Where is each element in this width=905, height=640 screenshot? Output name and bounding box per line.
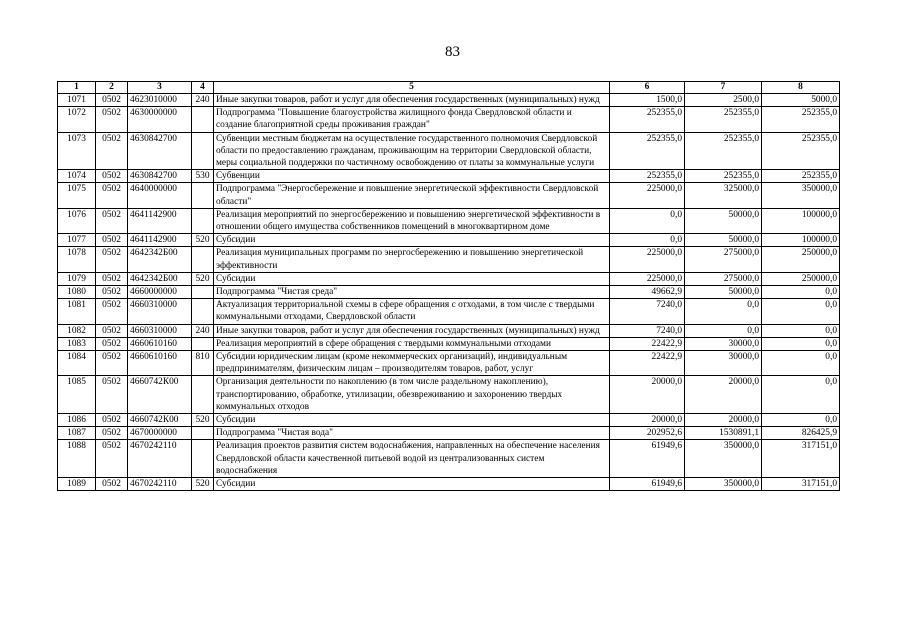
amount-year-2: 252355,0 (685, 132, 762, 170)
amount-year-1: 0,0 (610, 208, 685, 233)
target-article-code: 4660742К00 (128, 376, 192, 414)
table-row (58, 107, 840, 132)
amount-year-2: 2500,0 (685, 94, 762, 107)
target-article-code: 4641142900 (128, 234, 192, 247)
amount-year-2: 30000,0 (685, 337, 762, 350)
section-code: 0502 (96, 414, 128, 427)
section-code: 0502 (96, 94, 128, 107)
row-number: 1084 (58, 351, 96, 376)
section-code: 0502 (96, 299, 128, 324)
header-col-1: 1 (58, 82, 96, 94)
row-number: 1073 (58, 132, 96, 170)
amount-year-2: 275000,0 (685, 272, 762, 285)
amount-year-3: 252355,0 (762, 170, 840, 183)
amount-year-3: 252355,0 (762, 132, 840, 170)
target-article-code: 4670000000 (128, 427, 192, 440)
amount-year-1: 20000,0 (610, 376, 685, 414)
section-code: 0502 (96, 208, 128, 233)
amount-year-2: 325000,0 (685, 183, 762, 208)
amount-year-1: 225000,0 (610, 183, 685, 208)
amount-year-1: 225000,0 (610, 247, 685, 272)
item-name: Субсидии (214, 478, 610, 491)
amount-year-2: 1530891,1 (685, 427, 762, 440)
table-row (58, 247, 840, 272)
section-code: 0502 (96, 183, 128, 208)
row-number: 1079 (58, 272, 96, 285)
expense-type-code: 520 (192, 414, 214, 427)
item-name: Иные закупки товаров, работ и услуг для обеспечения государственных (муниципальных) нужд (214, 94, 610, 107)
section-code: 0502 (96, 478, 128, 491)
expense-type-code: 520 (192, 478, 214, 491)
amount-year-3: 317151,0 (762, 440, 840, 478)
item-name: Актуализация территориальной схемы в сфере обращения с отходами, в том числе с твердыми коммунальными отходами, Свердловской области (214, 299, 610, 324)
amount-year-1: 49662,9 (610, 286, 685, 299)
amount-year-3: 826425,9 (762, 427, 840, 440)
amount-year-3: 0,0 (762, 337, 840, 350)
amount-year-2: 20000,0 (685, 414, 762, 427)
section-code: 0502 (96, 427, 128, 440)
item-name: Субсидии юридическим лицам (кроме некоммерческих организаций), индивидуальным предпринимателям, физическим лицам – производителям товаров, работ, услуг (214, 351, 610, 376)
amount-year-3: 250000,0 (762, 272, 840, 285)
row-number: 1087 (58, 427, 96, 440)
section-code: 0502 (96, 170, 128, 183)
row-number: 1081 (58, 299, 96, 324)
target-article-code: 4670242110 (128, 478, 192, 491)
item-name: Подпрограмма "Повышение благоустройства жилищного фонда Свердловской области и создание благоприятной среды проживания граждан" (214, 107, 610, 132)
amount-year-1: 22422,9 (610, 337, 685, 350)
row-number: 1088 (58, 440, 96, 478)
amount-year-2: 30000,0 (685, 351, 762, 376)
amount-year-1: 61949,6 (610, 440, 685, 478)
expense-type-code (192, 247, 214, 272)
amount-year-1: 1500,0 (610, 94, 685, 107)
row-number: 1074 (58, 170, 96, 183)
expense-type-code (192, 208, 214, 233)
amount-year-2: 50000,0 (685, 234, 762, 247)
expense-type-code (192, 337, 214, 350)
table-row (58, 286, 840, 299)
amount-year-3: 252355,0 (762, 107, 840, 132)
expense-type-code (192, 183, 214, 208)
amount-year-2: 50000,0 (685, 208, 762, 233)
expense-type-code (192, 440, 214, 478)
target-article-code: 4660610160 (128, 337, 192, 350)
expense-type-code (192, 132, 214, 170)
amount-year-3: 250000,0 (762, 247, 840, 272)
amount-year-2: 0,0 (685, 324, 762, 337)
amount-year-2: 275000,0 (685, 247, 762, 272)
table-row (58, 478, 840, 491)
amount-year-3: 100000,0 (762, 208, 840, 233)
amount-year-1: 252355,0 (610, 170, 685, 183)
row-number: 1082 (58, 324, 96, 337)
row-number: 1080 (58, 286, 96, 299)
budget-table (57, 81, 840, 491)
item-name: Подпрограмма "Чистая среда" (214, 286, 610, 299)
row-number: 1072 (58, 107, 96, 132)
expense-type-code: 810 (192, 351, 214, 376)
row-number: 1085 (58, 376, 96, 414)
header-col-6: 6 (610, 82, 685, 94)
target-article-code: 4660742К00 (128, 414, 192, 427)
amount-year-2: 350000,0 (685, 478, 762, 491)
target-article-code: 4641142900 (128, 208, 192, 233)
target-article-code: 4623010000 (128, 94, 192, 107)
table-row (58, 324, 840, 337)
header-row (58, 82, 840, 94)
page-number: 83 (445, 44, 460, 60)
amount-year-1: 0,0 (610, 234, 685, 247)
amount-year-1: 252355,0 (610, 132, 685, 170)
table-row (58, 94, 840, 107)
amount-year-3: 0,0 (762, 286, 840, 299)
row-number: 1078 (58, 247, 96, 272)
target-article-code: 4642342Б00 (128, 272, 192, 285)
amount-year-3: 100000,0 (762, 234, 840, 247)
row-number: 1071 (58, 94, 96, 107)
item-name: Субвенции (214, 170, 610, 183)
expense-type-code: 240 (192, 324, 214, 337)
item-name: Подпрограмма "Чистая вода" (214, 427, 610, 440)
amount-year-1: 252355,0 (610, 107, 685, 132)
target-article-code: 4630842700 (128, 132, 192, 170)
item-name: Иные закупки товаров, работ и услуг для обеспечения государственных (муниципальных) нужд (214, 324, 610, 337)
target-article-code: 4642342Б00 (128, 247, 192, 272)
amount-year-3: 0,0 (762, 376, 840, 414)
expense-type-code (192, 299, 214, 324)
row-number: 1075 (58, 183, 96, 208)
expense-type-code: 240 (192, 94, 214, 107)
section-code: 0502 (96, 440, 128, 478)
amount-year-1: 61949,6 (610, 478, 685, 491)
header-col-4: 4 (192, 82, 214, 94)
table-row (58, 427, 840, 440)
item-name: Реализация мероприятий по энергосбережению и повышению энергетической эффективности в отношении общего имущества собственников помещений в многоквартирном доме (214, 208, 610, 233)
section-code: 0502 (96, 234, 128, 247)
header-col-7: 7 (685, 82, 762, 94)
table-row (58, 299, 840, 324)
table-row (58, 170, 840, 183)
item-name: Субвенции местным бюджетам на осуществление государственного полномочия Свердловской области по предоставлению гражданам, проживающим на территории Свердловской области, меры социальной поддержки по частичному освобождению от платы за коммунальные услуги (214, 132, 610, 170)
amount-year-3: 0,0 (762, 299, 840, 324)
amount-year-2: 0,0 (685, 299, 762, 324)
expense-type-code (192, 107, 214, 132)
item-name: Подпрограмма "Энергосбережение и повышение энергетической эффективности Свердловской области" (214, 183, 610, 208)
section-code: 0502 (96, 247, 128, 272)
target-article-code: 4670242110 (128, 440, 192, 478)
amount-year-3: 0,0 (762, 414, 840, 427)
expense-type-code: 520 (192, 234, 214, 247)
header-col-2: 2 (96, 82, 128, 94)
table-row (58, 414, 840, 427)
header-col-3: 3 (128, 82, 192, 94)
amount-year-1: 22422,9 (610, 351, 685, 376)
section-code: 0502 (96, 272, 128, 285)
amount-year-3: 0,0 (762, 351, 840, 376)
item-name: Субсидии (214, 234, 610, 247)
amount-year-3: 350000,0 (762, 183, 840, 208)
table-row (58, 376, 840, 414)
expense-type-code (192, 427, 214, 440)
expense-type-code: 520 (192, 272, 214, 285)
amount-year-1: 20000,0 (610, 414, 685, 427)
item-name: Реализация мероприятий в сфере обращения с твердыми коммунальными отходами (214, 337, 610, 350)
expense-type-code (192, 376, 214, 414)
row-number: 1076 (58, 208, 96, 233)
section-code: 0502 (96, 351, 128, 376)
target-article-code: 4660310000 (128, 299, 192, 324)
section-code: 0502 (96, 376, 128, 414)
table-body (58, 94, 840, 491)
table-row (58, 132, 840, 170)
item-name: Реализация проектов развития систем водоснабжения, направленных на обеспечение населения Свердловской области качественной питьевой водой из централизованных систем водоснабжения (214, 440, 610, 478)
section-code: 0502 (96, 132, 128, 170)
table-row (58, 208, 840, 233)
section-code: 0502 (96, 337, 128, 350)
amount-year-1: 225000,0 (610, 272, 685, 285)
table-row (58, 183, 840, 208)
row-number: 1083 (58, 337, 96, 350)
target-article-code: 4640000000 (128, 183, 192, 208)
amount-year-2: 252355,0 (685, 107, 762, 132)
amount-year-2: 20000,0 (685, 376, 762, 414)
amount-year-1: 202952,6 (610, 427, 685, 440)
target-article-code: 4660610160 (128, 351, 192, 376)
amount-year-3: 0,0 (762, 324, 840, 337)
item-name: Субсидии (214, 272, 610, 285)
target-article-code: 4660310000 (128, 324, 192, 337)
item-name: Субсидии (214, 414, 610, 427)
amount-year-3: 5000,0 (762, 94, 840, 107)
section-code: 0502 (96, 286, 128, 299)
table-row (58, 351, 840, 376)
header-col-8: 8 (762, 82, 840, 94)
amount-year-2: 350000,0 (685, 440, 762, 478)
target-article-code: 4660000000 (128, 286, 192, 299)
target-article-code: 4630842700 (128, 170, 192, 183)
amount-year-3: 317151,0 (762, 478, 840, 491)
amount-year-2: 252355,0 (685, 170, 762, 183)
expense-type-code (192, 286, 214, 299)
expense-type-code: 530 (192, 170, 214, 183)
item-name: Организация деятельности по накоплению (в том числе раздельному накоплению), транспортированию, обработке, утилизации, обезвреживанию и захоронению твердых коммунальных отходов (214, 376, 610, 414)
row-number: 1077 (58, 234, 96, 247)
row-number: 1089 (58, 478, 96, 491)
table-row (58, 440, 840, 478)
table-row (58, 337, 840, 350)
header-col-5: 5 (214, 82, 610, 94)
section-code: 0502 (96, 324, 128, 337)
amount-year-1: 7240,0 (610, 299, 685, 324)
table-row (58, 234, 840, 247)
target-article-code: 4630000000 (128, 107, 192, 132)
amount-year-2: 50000,0 (685, 286, 762, 299)
amount-year-1: 7240,0 (610, 324, 685, 337)
item-name: Реализация муниципальных программ по энергосбережению и повышению энергетической эффективности (214, 247, 610, 272)
section-code: 0502 (96, 107, 128, 132)
row-number: 1086 (58, 414, 96, 427)
table-row (58, 272, 840, 285)
